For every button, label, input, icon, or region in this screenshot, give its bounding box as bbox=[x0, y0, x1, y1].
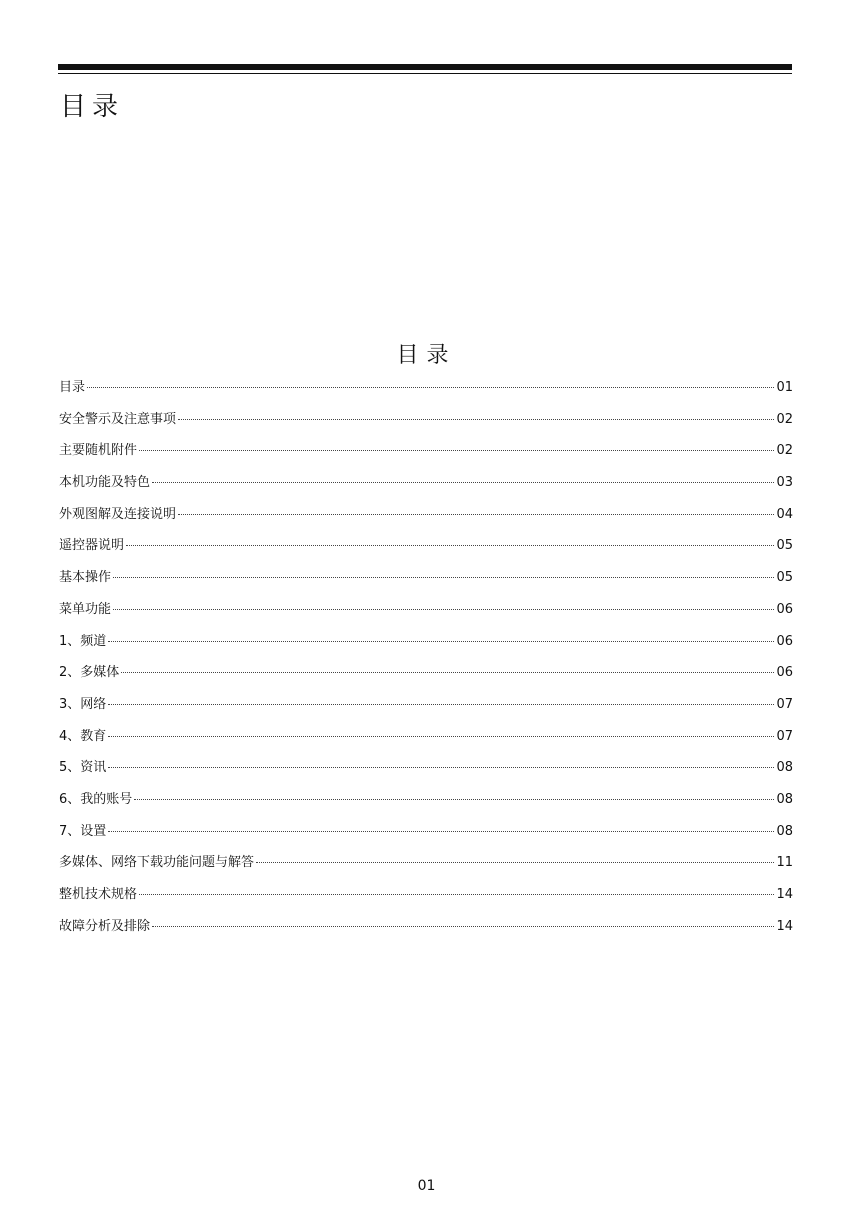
toc-entry-label: 3、网络 bbox=[59, 696, 107, 712]
toc-entry-leader bbox=[108, 704, 774, 705]
toc-entry-label: 遥控器说明 bbox=[59, 538, 125, 554]
toc-entry[interactable] bbox=[59, 569, 793, 601]
page-header-title: 目录 bbox=[60, 92, 125, 122]
toc-entry-label: 整机技术规格 bbox=[59, 887, 138, 902]
toc-entry-leader bbox=[178, 419, 774, 420]
toc-entry-label: 1、频道 bbox=[59, 633, 107, 649]
toc-entry[interactable] bbox=[59, 601, 793, 633]
toc-entry[interactable] bbox=[59, 537, 793, 569]
toc-entry-leader bbox=[139, 450, 774, 451]
toc-entry-label: 6、我的账号 bbox=[59, 791, 133, 807]
toc-entry[interactable] bbox=[59, 728, 793, 760]
toc-entry-page: 14 bbox=[776, 918, 793, 934]
toc-entry-leader bbox=[134, 799, 774, 800]
toc-entry-page: 03 bbox=[776, 475, 793, 491]
toc-entry-leader bbox=[139, 894, 774, 895]
toc-entry[interactable] bbox=[59, 759, 793, 791]
header-rule-thin bbox=[58, 73, 792, 74]
toc-entry-page: 07 bbox=[776, 696, 793, 712]
toc-entry-page: 14 bbox=[776, 887, 793, 902]
table-of-contents bbox=[59, 379, 793, 949]
toc-entry[interactable] bbox=[59, 791, 793, 823]
toc-entry-page: 08 bbox=[776, 791, 793, 807]
toc-entry[interactable] bbox=[59, 411, 793, 443]
toc-entry-leader bbox=[178, 514, 774, 515]
toc-entry-page: 04 bbox=[776, 506, 793, 522]
toc-entry-leader bbox=[108, 736, 774, 737]
toc-entry-label: 多媒体、网络下载功能问题与解答 bbox=[59, 855, 255, 871]
toc-entry-label: 外观图解及连接说明 bbox=[59, 506, 177, 522]
toc-entry-leader bbox=[108, 641, 774, 642]
toc-entry-label: 主要随机附件 bbox=[59, 443, 138, 459]
toc-entry[interactable] bbox=[59, 633, 793, 665]
toc-entry[interactable] bbox=[59, 474, 793, 506]
toc-entry-leader bbox=[108, 831, 774, 832]
toc-entry-label: 5、资讯 bbox=[59, 760, 107, 776]
toc-entry[interactable] bbox=[59, 379, 793, 411]
toc-entry-leader bbox=[126, 545, 774, 546]
toc-entry-page: 11 bbox=[776, 855, 793, 871]
toc-entry-leader bbox=[113, 609, 774, 610]
toc-entry-label: 菜单功能 bbox=[59, 601, 112, 617]
toc-entry-label: 7、设置 bbox=[59, 823, 107, 839]
toc-entry-page: 08 bbox=[776, 823, 793, 839]
toc-entry[interactable] bbox=[59, 886, 793, 918]
toc-entry-leader bbox=[108, 767, 774, 768]
toc-entry-label: 目录 bbox=[59, 380, 86, 395]
toc-entry-label: 4、教育 bbox=[59, 728, 107, 744]
toc-entry[interactable] bbox=[59, 696, 793, 728]
page-number: 01 bbox=[417, 1178, 436, 1194]
toc-entry-label: 故障分析及排除 bbox=[59, 918, 151, 934]
toc-entry-page: 06 bbox=[776, 665, 793, 681]
toc-entry-leader bbox=[121, 672, 774, 673]
toc-entry-leader bbox=[152, 482, 774, 483]
toc-entry-page: 06 bbox=[776, 601, 793, 617]
toc-entry-page: 05 bbox=[776, 570, 793, 586]
toc-entry[interactable] bbox=[59, 664, 793, 696]
toc-entry[interactable] bbox=[59, 506, 793, 538]
toc-entry-leader bbox=[87, 387, 774, 388]
toc-entry-page: 02 bbox=[776, 443, 793, 459]
toc-entry-page: 02 bbox=[776, 411, 793, 427]
toc-entry-label: 基本操作 bbox=[59, 570, 112, 586]
toc-entry-label: 本机功能及特色 bbox=[59, 475, 151, 491]
toc-entry[interactable] bbox=[59, 442, 793, 474]
toc-entry-page: 01 bbox=[776, 380, 793, 395]
toc-entry-leader bbox=[113, 577, 774, 578]
toc-entry-page: 06 bbox=[776, 633, 793, 649]
toc-entry-label: 安全警示及注意事项 bbox=[59, 411, 177, 427]
toc-entry-leader bbox=[256, 862, 774, 863]
toc-entry-leader bbox=[152, 926, 774, 927]
toc-title: 目录 bbox=[396, 343, 457, 368]
toc-entry[interactable] bbox=[59, 854, 793, 886]
toc-entry[interactable] bbox=[59, 823, 793, 855]
toc-entry-page: 08 bbox=[776, 760, 793, 776]
header-rule-thick bbox=[58, 64, 792, 70]
toc-entry[interactable] bbox=[59, 918, 793, 950]
toc-entry-page: 05 bbox=[776, 538, 793, 554]
toc-entry-label: 2、多媒体 bbox=[59, 665, 120, 681]
toc-entry-page: 07 bbox=[776, 728, 793, 744]
